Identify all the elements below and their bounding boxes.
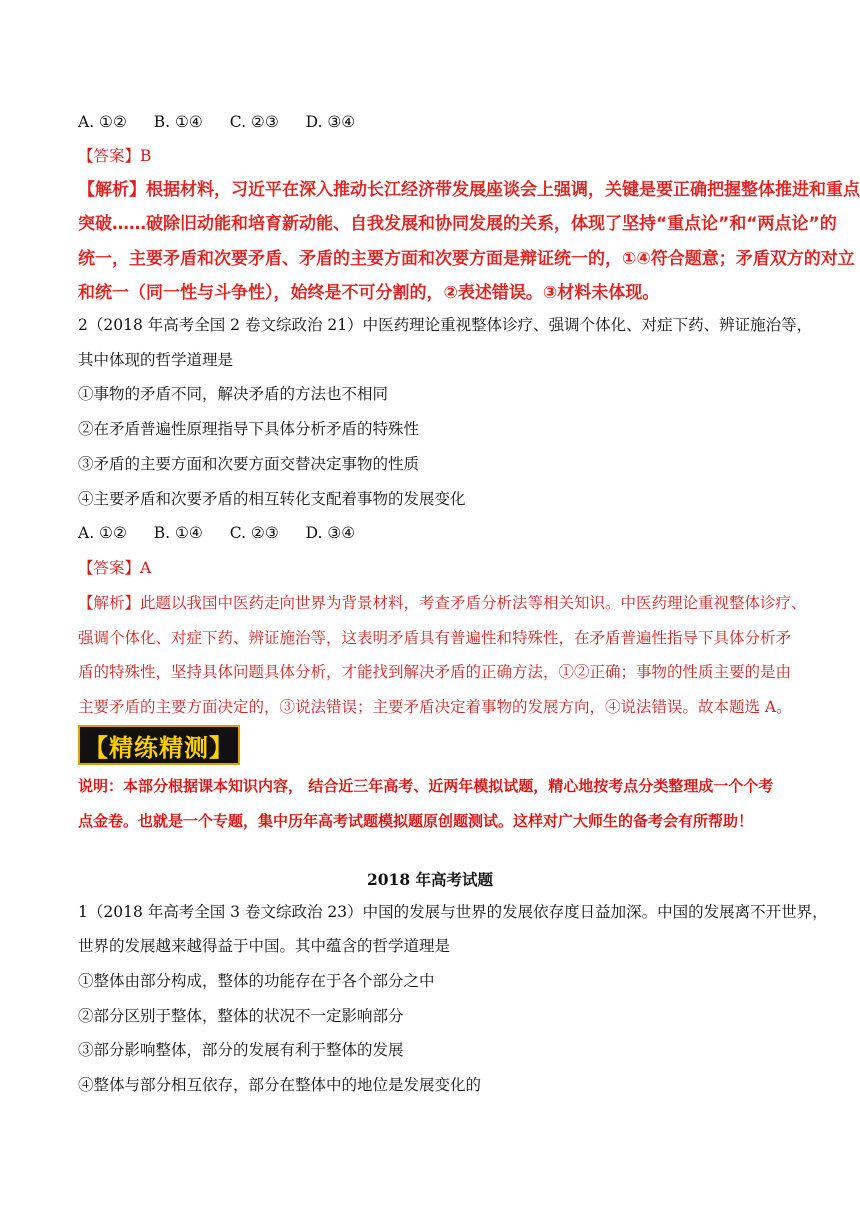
q3-item: ④整体与部分相互依存，部分在整体中的地位是发展变化的 bbox=[78, 1076, 482, 1094]
note-line: 说明：本部分根据课本知识内容， 结合近三年高考、近两年模拟试题，精心地按考点分类整理成一个个考 bbox=[78, 777, 774, 795]
q2-item: ①事物的矛盾不同，解决矛盾的方法也不相同 bbox=[78, 385, 389, 403]
q1-analysis-line: 统一，主要矛盾和次要矛盾、矛盾的主要方面和次要方面是辩证统一的，①④符合题意；矛盾双方的对立 bbox=[78, 249, 855, 269]
q1-analysis-line: 和统一（同一性与斗争性），始终是不可分割的，②表述错误。③材料未体现。 bbox=[78, 283, 660, 303]
q1-analysis-line: 【解析】根据材料，习近平在深入推动长江经济带发展座谈会上强调，关键是要正确把握整体推进和重点 bbox=[78, 180, 860, 200]
q1-options bbox=[78, 112, 377, 132]
section-heading: 2018 年高考试题 bbox=[366, 870, 494, 889]
q2-analysis-line: 【解析】此题以我国中医药走向世界为背景材料，考查矛盾分析法等相关知识。中医药理论重视整体诊疗、 bbox=[78, 594, 807, 612]
q3-item: ①整体由部分构成，整体的功能存在于各个部分之中 bbox=[78, 972, 435, 990]
q2-item: ②在矛盾普遍性原理指导下具体分析矛盾的特殊性 bbox=[78, 420, 420, 438]
q2-answer: 【答案】A bbox=[78, 559, 152, 577]
q2-item: ③矛盾的主要方面和次要方面交替决定事物的性质 bbox=[78, 455, 420, 473]
q2-stem-line: 2（2018 年高考全国 2 卷文综政治 21）中医药理论重视整体诊疗、强调个体化、对症下药、辨证施治等， bbox=[78, 316, 813, 334]
q2-analysis-line: 盾的特殊性，坚持具体问题具体分析，才能找到解决矛盾的正确方法，①②正确；事物的性质主要的是由 bbox=[78, 663, 792, 681]
q3-item: ③部分影响整体，部分的发展有利于整体的发展 bbox=[78, 1041, 404, 1059]
q2-option-b: B. ①④ bbox=[153, 524, 203, 542]
q3-item: ②部分区别于整体，整体的状况不一定影响部分 bbox=[78, 1007, 404, 1025]
q2-item: ④主要矛盾和次要矛盾的相互转化支配着事物的发展变化 bbox=[78, 490, 466, 508]
q2-option-c: C. ②③ bbox=[229, 524, 279, 542]
q2-options bbox=[78, 523, 377, 543]
q2-stem-line: 其中体现的哲学道理是 bbox=[78, 351, 234, 369]
q2-option-a: A. ①② bbox=[78, 524, 127, 542]
practice-banner: 【精练精测】 bbox=[78, 725, 240, 765]
q1-analysis-line: 突破……破除旧动能和培育新动能、自我发展和协同发展的关系，体现了坚持“重点论”和“两点论”的 bbox=[78, 214, 837, 234]
q2-analysis-line: 主要矛盾的主要方面决定的，③说法错误；主要矛盾决定着事物的发展方向，④说法错误。故本题选 A。 bbox=[78, 698, 792, 716]
q2-analysis-line: 强调个体化、对症下药、辨证施治等，这表明矛盾具有普遍性和特殊性，在矛盾普遍性指导下具体分析矛 bbox=[78, 629, 792, 647]
q2-option-d: D. ③④ bbox=[305, 524, 356, 542]
q3-stem-line: 1（2018 年高考全国 3 卷文综政治 23）中国的发展与世界的发展依存度日益加深。中国的发展离不开世界， bbox=[78, 903, 828, 921]
q1-option-a: A. ①② bbox=[78, 113, 127, 131]
q1-option-c: C. ②③ bbox=[229, 113, 279, 131]
q3-stem-line: 世界的发展越来越得益于中国。其中蕴含的哲学道理是 bbox=[78, 937, 451, 955]
q1-option-d: D. ③④ bbox=[305, 113, 356, 131]
q1-option-b: B. ①④ bbox=[153, 113, 203, 131]
note-line: 点金卷。也就是一个专题，集中历年高考试题模拟题原创题测试。这样对广大师生的备考会有所帮助！ bbox=[78, 812, 754, 830]
q1-answer: 【答案】B bbox=[78, 147, 152, 165]
